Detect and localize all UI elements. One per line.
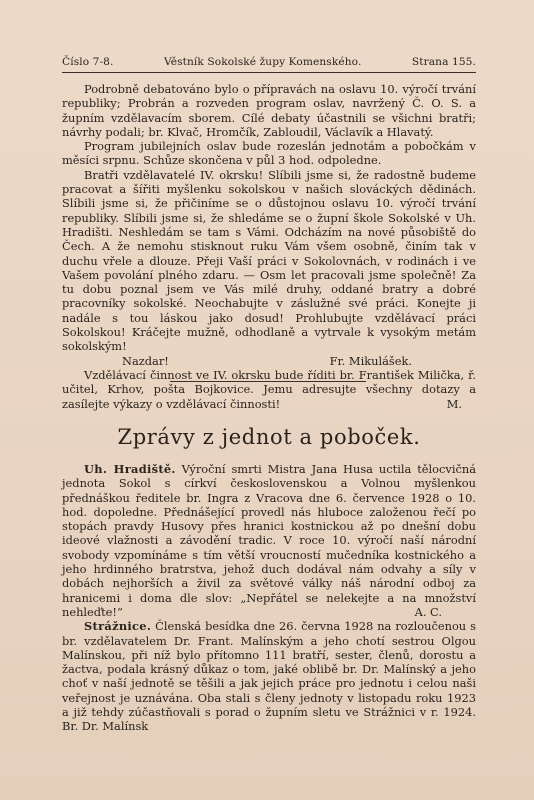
header-rule — [62, 72, 476, 73]
place-name: Strážnice. — [84, 619, 152, 634]
successor-initial: M. — [446, 396, 462, 411]
section-divider — [170, 381, 366, 382]
place-name: Uh. Hradiště. — [84, 462, 176, 476]
news-signature: A. C. — [414, 604, 442, 619]
paragraph-farewell: Bratři vzdělavatelé IV. okrsku! Slíbili jsme si, že radostně budeme pracovat a šířiti myšlenku sokolskou v našich slováckých dědinách. Slíbili jsme si, že přičiníme se o důstojnou oslavu 10. výročí trvání republiky. Slíbili jsme si, že shledáme se o župní škole Sokolské v Uh. Hradišti. Neshledám se tam s Vámi. Odcházím na nové působiště do Čech. A že nemohu stisknout ruku Vám všem osobně, činím tak v duchu vřele a dlouze. Přeji Vaší práci v Sokolovnách, v rodinách i ve Vašem povolání plného zdaru. — Osm let pracovali jsme společně! Za tu dobu poznal jsem ve Vás milé druhy, oddané bratry a dobré pracovníky sokolské. Neochabujte v záslužné své práci. Konejte ji nadále s tou láskou jako dosud! Prohlubujte vzdělávací práci Sokolskou! Kráčejte mužně, odhodlaně a vytrvale k vysokým metám sokolským! — [62, 167, 476, 354]
successor-text: Vzdělávací činnost ve IV. okrsku bude říditi br. František Milička, ř. učitel, Krhov, pošta Bojkovice. Jemu adresujte všechny dotazy a zasílejte výkazy o vzdělávací činnosti! — [62, 367, 476, 411]
issue-number: Číslo 7-8. — [62, 56, 114, 68]
journal-title: Věstník Sokolské župy Komenského. — [163, 56, 362, 68]
signature-name: Fr. Mikulášek. — [329, 353, 412, 368]
news-section — [62, 462, 476, 734]
news-text: Členská besídka dne 26. června 1928 na rozloučenou s br. vzdělavatelem Dr. Frant. Malínským a jeho chotí sestrou Olgou Malínskou, při níž bylo přítomno 111 bratří, sester, členů, dorostu a žactva, podala krásný důkaz o tom, jaké oblibě br. Dr. Malínský a jeho choť v naší jednotě se těšili a jak jejich práce pro jednotu i celou naši veřejnost je uznávána. Oba stali s členy jednoty v listopadu roku 1923 a již tehdy zúčastňovali s porad o župním sletu ve Strážnici v r. 1924. Br. Dr. Malínsk — [62, 619, 476, 734]
greeting: Nazdar! — [122, 353, 169, 368]
page-number: Strana 155. — [411, 56, 476, 68]
farewell-signature — [62, 354, 476, 368]
news-item-uh-hradiste — [62, 462, 476, 619]
paragraph-meeting: Podrobně debatováno bylo o přípravách na oslavu 10. výročí trvání republiky; Probrán a rozveden program oslav, navržený Č. O. S. a župním vzdělavacím sborem. Cílé debaty účastnili se všichni bratři; návrhy podali; br. Klvač, Hromčík, Zabloudil, Václavík a Hlavatý. — [62, 82, 476, 139]
news-item-straznice — [62, 619, 476, 733]
running-header — [62, 56, 476, 68]
paragraph-program: Program jubilejních oslav bude rozeslán jednotám a pobočkám v měsíci srpnu. Schůze skončena v půl 3 hod. odpoledne. — [62, 139, 476, 168]
news-text: Výroční smrti Mistra Jana Husa uctila tělocvičná jednota Sokol s církví československou a Volnou myšlenkou přednáškou ředitele br. Ingra z Vracova dne 6. července 1928 o 10. hod. dopoledne. Přednášející provedl nás hluboce založenou řečí po stopách pravdy Husovy přes hranici kostnickou až po dnešní dobu ideové vlažnosti a závodění tradic. V roce 10. výročí naší národní svobody vzpomínáme s tím větší vroucností mučedníka kostnického a jeho hrdinného bratrstva, jehož duch dodával nám odvahy a síly v dobách nejhorších a živil za světové války náš národní odboj za hranicemi i doma dle slov: „Nepřátel se nelekejte a na množství nehleďte!“ — [62, 462, 476, 619]
paragraph-successor — [62, 368, 476, 411]
top-article — [62, 82, 476, 411]
section-heading: Zprávy z jednot a poboček. — [117, 425, 421, 449]
